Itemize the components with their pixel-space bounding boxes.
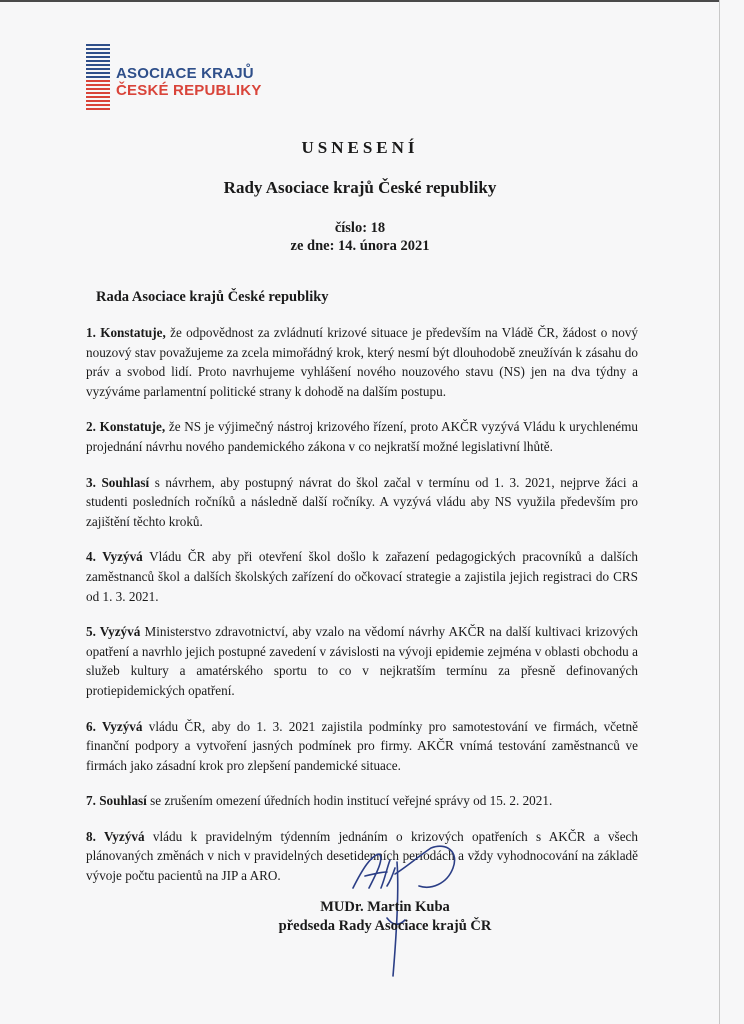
item-lead: 1. Konstatuje, xyxy=(86,325,166,340)
resolution-item-7 xyxy=(86,791,638,811)
item-text: že NS je výjimečný nástroj krizového řízení, proto AKČR vyzývá Vládu k urychlenému projednání návrhu nového pandemického zákona v co nejkratší možné legislativní lhůtě. xyxy=(86,419,638,454)
item-lead: 5. Vyzývá xyxy=(86,624,141,640)
item-text: Ministerstvo zdravotnictví, aby vzalo na vědomí návrhy AKČR na další kultivaci krizových opatření a navrhlo jejich postupné zavedení v závislosti na vývoji epidemie zejména v oblasti obchodu a služeb kultury a amatérského sportu to co v nejkratším termínu za přesně definovaných protiepidemických opatření. xyxy=(86,624,638,698)
item-text: Vládu ČR aby při otevření škol došlo k zařazení pedagogických pracovníků a dalších zaměstnanců škol a dalších školských zařízení do očkovací strategie a zajistila jejich registraci do CRS od 1. 3. 2021. xyxy=(86,549,638,604)
logo-line-1: ASOCIACE KRAJŮ xyxy=(116,65,254,82)
resolution-date: ze dne: 14. února 2021 xyxy=(290,238,430,254)
signatory-role: předseda Rady Asociace krajů ČR xyxy=(278,918,492,934)
item-lead: 3. Souhlasí xyxy=(86,474,150,490)
resolution-item-3 xyxy=(86,473,638,532)
resolution-number: číslo: 18 xyxy=(334,220,386,236)
resolution-item-1 xyxy=(86,323,638,401)
intro-line: Rada Asociace krajů České republiky xyxy=(96,289,329,305)
item-text: s návrhem, aby postupný návrat do škol začal v termínu od 1. 3. 2021, nejprve žáci a studenti posledních ročníků a následně další ročníky. A vyzývá vládu aby NS využila především pro zajištění těchto kroků. xyxy=(86,474,638,529)
document-title: USNESENÍ xyxy=(301,138,419,157)
item-text: vládu ČR, aby do 1. 3. 2021 zajistila podmínky pro samotestování ve firmách, včetně finanční podpory a vytvoření jasných podmínek pro firmy. AKČR vnímá testování zaměstnanců ve firmách jako zásadní krok pro zlepšení pandemické situace. xyxy=(86,718,638,773)
resolution-item-2 xyxy=(86,417,638,456)
resolution-items xyxy=(86,323,638,902)
item-lead: 6. Vyzývá xyxy=(86,718,143,734)
document-subtitle: Rady Asociace krajů České republiky xyxy=(223,178,497,197)
item-lead: 2. Konstatuje, xyxy=(86,419,166,435)
resolution-item-5 xyxy=(86,622,638,700)
item-lead: 4. Vyzývá xyxy=(86,549,143,565)
resolution-item-4 xyxy=(86,547,638,606)
logo-line-2: ČESKÉ REPUBLIKY xyxy=(116,82,262,99)
item-lead: 7. Souhlasí xyxy=(86,793,147,809)
resolution-item-6 xyxy=(86,717,638,776)
logo-stripes-icon xyxy=(86,44,110,110)
item-lead: 8. Vyzývá xyxy=(86,828,145,844)
item-text: že odpovědnost za zvládnutí krizové situace je především na Vládě ČR, žádost o nový nouzový stav považujeme za zcela mimořádný krok, který nesmí být dlouhodobě zneužíván k zásahu do práv a svobod lidí. Proto navrhujeme vyhlášení nového nouzového stavu (NS) jen na dva týdny a vyzýváme parlamentní politické strany k dohodě na dalším postupu. xyxy=(86,325,638,399)
akcr-logo xyxy=(86,44,262,110)
item-text: vládu k pravidelným týdenním jednáním o krizových opatřeních s AKČR a všech plánovaných změnách v nich v pravidelných desetidenních periodách a vždy vyhodnocování na základě vývoje počtu pacientů na JIP a ARO. xyxy=(86,828,638,884)
scan-edge-top xyxy=(0,0,720,2)
item-text: se zrušením omezení úředních hodin institucí veřejné správy od 15. 2. 2021. xyxy=(146,793,553,809)
signatory-name: MUDr. Martin Kuba xyxy=(320,899,450,915)
